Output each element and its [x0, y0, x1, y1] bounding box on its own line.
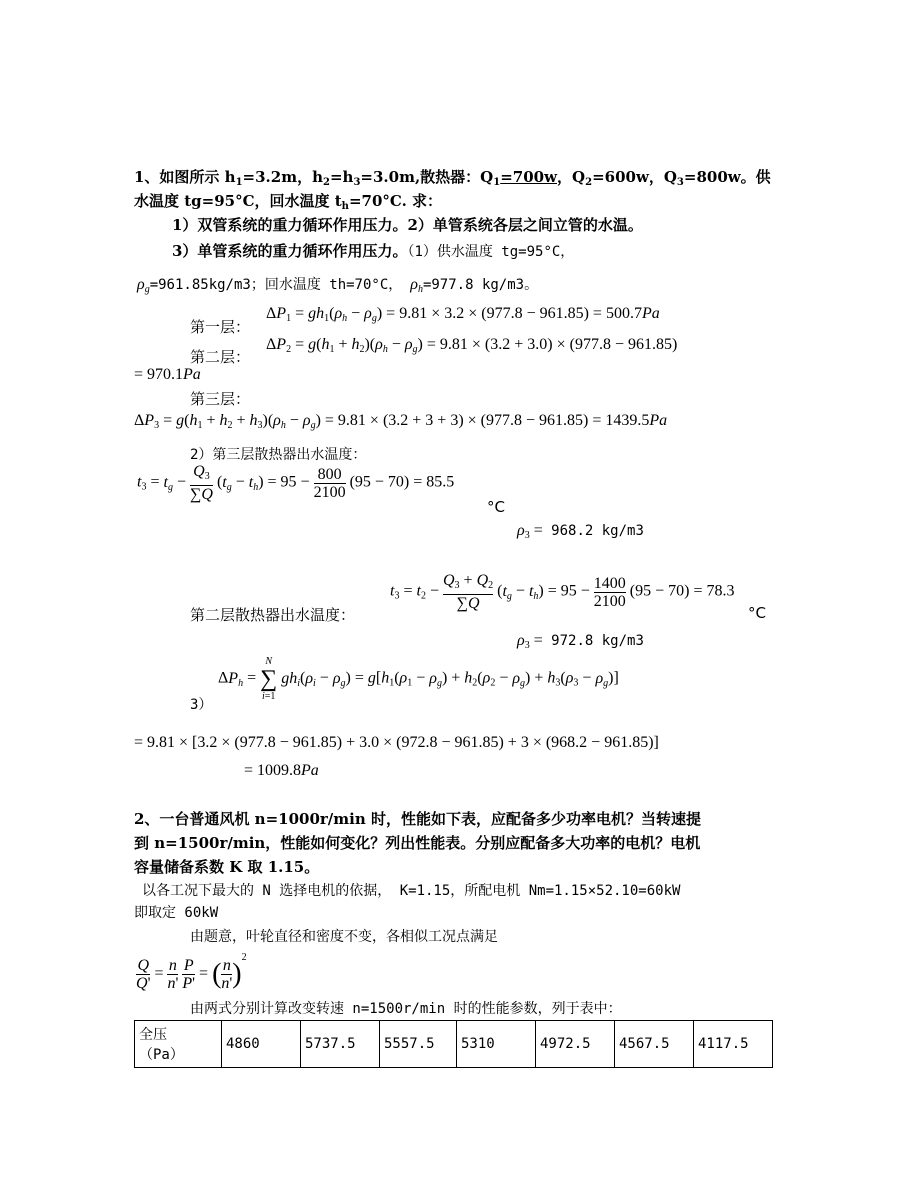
- rho-g-line: $\rho_g=961.85kg/m3$；回水温度 th=70°C， $\rho_h=977.8$ kg/m3。: [137, 276, 539, 295]
- problem2-title-line2: 到 n=1500r/min，性能如何变化？列出性能表。分别应配备多大功率的电机？电机: [134, 834, 701, 852]
- table-row: [135, 1021, 773, 1068]
- table-cell: 4117.5: [694, 1021, 773, 1068]
- table-cell: 4860: [222, 1021, 301, 1068]
- layer2-label: 第二层：: [190, 348, 251, 366]
- final-result: = 1009.8Pa: [244, 762, 319, 779]
- table-cell: 5310: [457, 1021, 536, 1068]
- problem1-line1: 1、如图所示 $h_1=3.2m$，$h_2=h_3=3.0m$,散热器：$Q_1=700w$，$Q_2=600w$，$Q_3=800w$。供: [134, 168, 771, 188]
- final-expression: = 9.81 × [3.2 × (977.8 − 961.85) + 3.0 × (972.8 − 961.85) + 3 × (968.2 − 961.85)]: [134, 734, 659, 751]
- problem2-body3: 由题意，叶轮直径和密度不变，各相似工况点满足: [190, 929, 498, 945]
- problem2-body4: 由两式分别计算改变转速 n=1500r/min 时的性能参数，列于表中：: [190, 1001, 622, 1017]
- performance-table: [134, 1020, 773, 1068]
- t3-equation: $t_3 = t_g$ − $\frac{Q_3}{\sum Q}$ $(t_g - t_h) = 95$ − $\frac{800}{2100}$ (95 − 70) = 85.5: [137, 463, 455, 503]
- t2-equation: $t_3 = t_2$ − $\frac{Q_3 + Q_2}{\sum Q}$ $(t_g - t_h) = 95$ − $\frac{1400}{2100}$ (95 − 70) = 78.3: [390, 572, 735, 612]
- layer3-equation: $\Delta P_3 = g(h_1 + h_2 + h_3)(\rho_h - \rho_g) = 9.81 \times (3.2 + 3 + 3) \times (977.8 - 961.85) = 1439.5Pa$: [134, 412, 668, 431]
- problem2-body2: 即取定 60kW: [134, 905, 219, 921]
- table-cell: 4567.5: [615, 1021, 694, 1068]
- layer1-label: 第一层：: [190, 318, 251, 336]
- second-layer-label: 第二层散热器出水温度：: [190, 606, 356, 624]
- t3-unit: °C: [487, 498, 505, 516]
- problem1-question-3: 3）单管系统的重力循环作用压力。（1）供水温度 tg=95°C，: [172, 242, 575, 260]
- table-cell: 5557.5: [380, 1021, 457, 1068]
- layer2-result: = 970.1Pa: [134, 366, 201, 383]
- layer2-equation: $\Delta P_2 = g(h_1 + h_2)(\rho_h - \rho_g) = 9.81 \times (3.2 + 3.0) \times (977.8 - 961.85)$: [266, 336, 678, 355]
- layer1-equation: $\Delta P_1 = gh_1(\rho_h - \rho_g) = 9.81 \times 3.2 \times (977.8 - 961.85) = 500.7Pa$: [266, 305, 660, 324]
- problem1-questions-12: 1）双管系统的重力循环作用压力。2）单管系统各层之间立管的水温。: [172, 216, 643, 234]
- delta-ph-equation: $\Delta P_h$ = N ∑ i=1 $gh_i(\rho_i - \rho_g) = g[h_1(\rho_1 - \rho_g) + h_2(\rho_2 - \rho_g) + h_3(\rho_3 - \rho_g)]$: [218, 656, 619, 702]
- problem1-line2: 水温度 tg=95°C，回水温度 $t_h=70^\circ C$. 求：: [134, 192, 443, 212]
- table-row-label: 全压 （Pa）: [135, 1021, 222, 1068]
- rho3-second: $\rho_3 = 972.8$ kg/m3: [517, 632, 644, 651]
- t2-unit: °C: [748, 604, 766, 622]
- rho3-first: $\rho_3 = 968.2$ kg/m3: [517, 522, 644, 541]
- step2-label: 2）第三层散热器出水温度：: [190, 447, 367, 463]
- layer3-label: 第三层：: [190, 390, 251, 408]
- problem2-title-line1: 2、一台普通风机 n=1000r/min 时，性能如下表，应配备多少功率电机？当转速提: [134, 810, 701, 828]
- table-cell: 4972.5: [536, 1021, 615, 1068]
- similarity-law-equation: $\frac{Q}{Q'}$ = $\frac{n}{n'}$ $\frac{P}{P'}$ = ( $\frac{n}{n'}$ )$^2$: [136, 952, 247, 992]
- problem2-title-line3: 容量储备系数 K 取 1.15。: [134, 858, 320, 876]
- problem2-body1: 以各工况下最大的 N 选择电机的依据， K=1.15，所配电机 Nm=1.15×52.10=60kW: [142, 883, 681, 899]
- step3-label: 3）: [190, 697, 213, 713]
- table-cell: 5737.5: [301, 1021, 380, 1068]
